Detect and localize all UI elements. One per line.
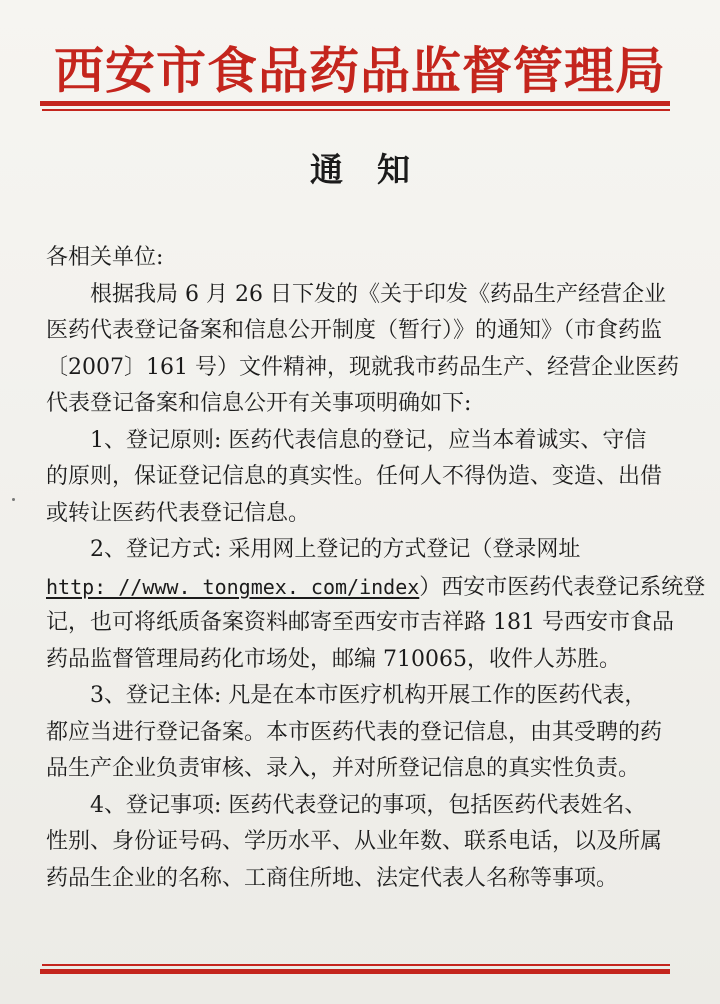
item-4-line: 4、登记事项: 医药代表登记的事项，包括医药代表姓名、 <box>90 792 647 818</box>
item-2-line-tail: ）西安市医药代表登记系统登 <box>419 574 706 600</box>
item-3-line: 3、登记主体: 凡是在本市医疗机构开展工作的医药代表， <box>90 683 647 708</box>
item-1-line: 或转让医药代表登记信息。 <box>46 500 311 526</box>
item-3-line: 都应当进行登记备案。本市医药代表的登记信息，由其受聘的药 <box>46 719 663 745</box>
document-title: 通知 <box>310 150 444 189</box>
item-1-line: 的原则，保证登记信息的真实性。任何人不得伪造、变造、出借 <box>46 464 663 489</box>
item-3-line: 品生产企业负责审核、录入，并对所登记信息的真实性负责。 <box>46 756 641 781</box>
registration-url-link[interactable]: http: //www. tongmex. com/index <box>46 574 420 599</box>
salutation: 各相关单位: <box>46 245 164 270</box>
scan-speck <box>12 498 15 501</box>
paragraph-intro-line: 〔2007〕161 号）文件精神，现就我市药品生产、经营企业医药 <box>46 354 679 380</box>
paragraph-intro-line: 根据我局 6 月 26 日下发的《关于印发《药品生产经营企业 <box>90 281 666 307</box>
header-red-rule-thin <box>42 109 670 111</box>
agency-masthead: 西安市食品药品监督管理局 <box>54 41 666 100</box>
footer-red-rule-thick <box>40 969 670 974</box>
item-4-line: 药品生企业的名称、工商住所地、法定代表人名称等事项。 <box>46 865 619 891</box>
item-2-line: 记，也可将纸质备案资料邮寄至西安市吉祥路 181 号西安市食品 <box>46 610 674 635</box>
footer-red-rule-thin <box>42 964 670 966</box>
document-body <box>46 240 706 897</box>
item-1-line: 1、登记原则: 医药代表信息的登记，应当本着诚实、守信 <box>90 427 647 453</box>
item-2-line: 2、登记方式: 采用网上登记的方式登记（登录网址 <box>90 537 581 562</box>
item-2-line: 药品监督管理局药化市场处，邮编 710065，收件人苏胜。 <box>46 646 621 672</box>
item-4-line: 性别、身份证号码、学历水平、从业年数、联系电话，以及所属 <box>46 829 663 854</box>
header-red-rule-thick <box>40 101 670 106</box>
paragraph-intro-line: 医药代表登记备案和信息公开制度（暂行）》的通知》（市食药监 <box>46 318 663 343</box>
paragraph-intro-line: 代表登记备案和信息公开有关事项明确如下: <box>46 391 472 416</box>
item-2-url-line <box>46 569 706 606</box>
